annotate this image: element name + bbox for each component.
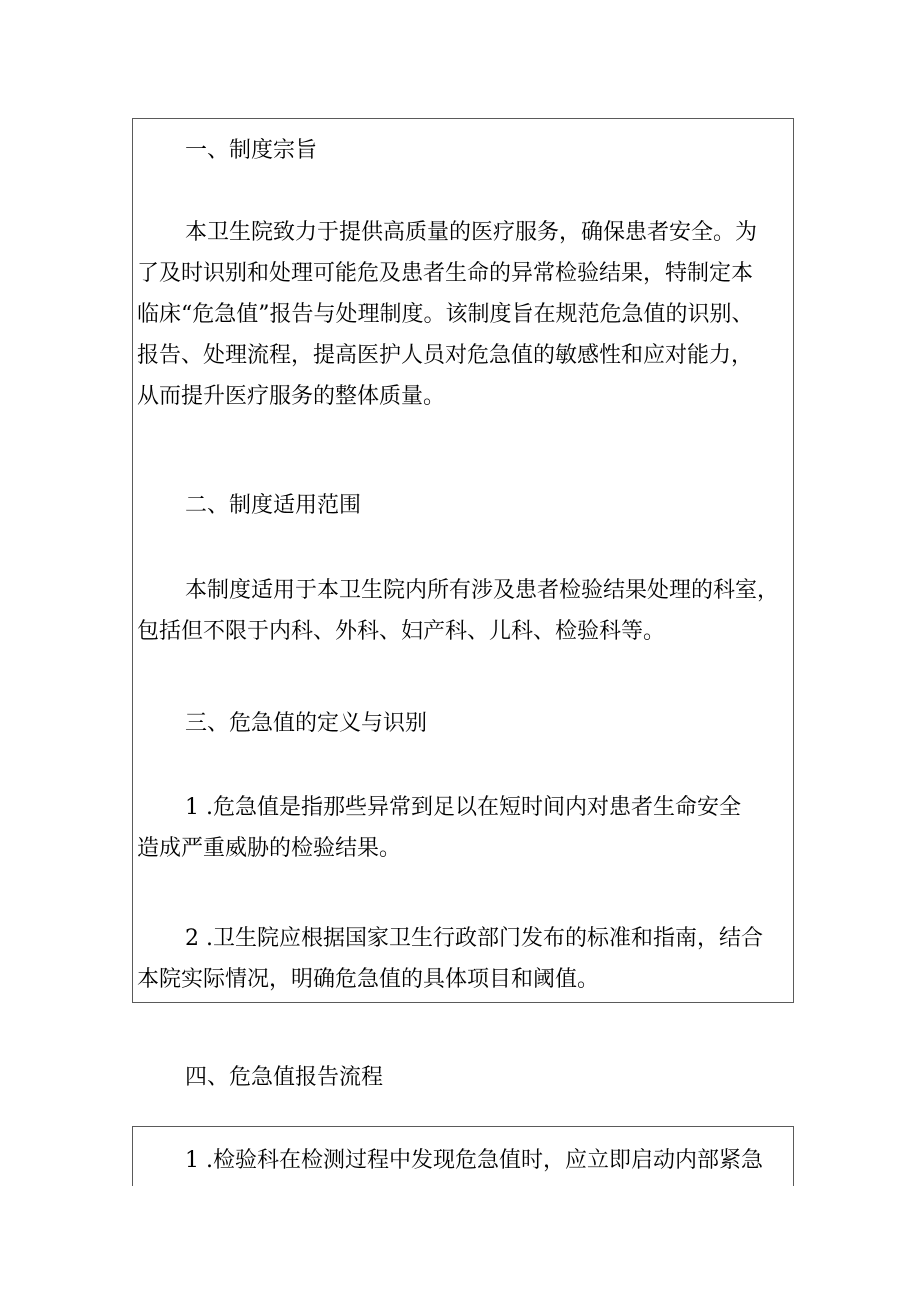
section-heading-scope: 二、制度适用范围 [185, 493, 362, 518]
paragraph-line: 本卫生院致力于提供高质量的医疗服务，确保患者安全。为 [185, 220, 758, 245]
paragraph-reporting-1 [137, 1140, 792, 1181]
paragraph-line: 报告、处理流程，提高医护人员对危急值的敏感性和应对能力， [137, 343, 754, 368]
paragraph-line: 1 .检验科在检测过程中发现危急值时，应立即启动内部紧急 [185, 1148, 763, 1173]
paragraph-definition-1 [137, 787, 792, 869]
paragraph-line: 从而提升医疗服务的整体质量。 [137, 384, 446, 409]
paragraph-line: 2 .卫生院应根据国家卫生行政部门发布的标准和指南，结合 [185, 926, 763, 951]
paragraph-purpose [137, 212, 792, 417]
paragraph-line: 1 .危急值是指那些异常到足以在短时间内对患者生命安全 [185, 795, 741, 820]
paragraph-line: 造成严重威胁的检验结果。 [137, 836, 402, 861]
section-heading-reporting: 四、危急值报告流程 [185, 1065, 384, 1090]
paragraph-scope [137, 570, 792, 652]
section-heading-definition: 三、危急值的定义与识别 [185, 711, 428, 736]
section-heading-purpose: 一、制度宗旨 [185, 138, 318, 163]
paragraph-definition-2 [137, 918, 792, 1000]
paragraph-line: 本制度适用于本卫生院内所有涉及患者检验结果处理的科室， [185, 578, 780, 603]
paragraph-line: 临床“危急值”报告与处理制度。该制度旨在规范危急值的识别、 [137, 302, 754, 327]
paragraph-line: 本院实际情况，明确危急值的具体项目和阈值。 [137, 967, 600, 992]
paragraph-line: 了及时识别和处理可能危及患者生命的异常检验结果，特制定本 [137, 261, 754, 286]
paragraph-line: 包括但不限于内科、外科、妇产科、儿科、检验科等。 [137, 619, 666, 644]
